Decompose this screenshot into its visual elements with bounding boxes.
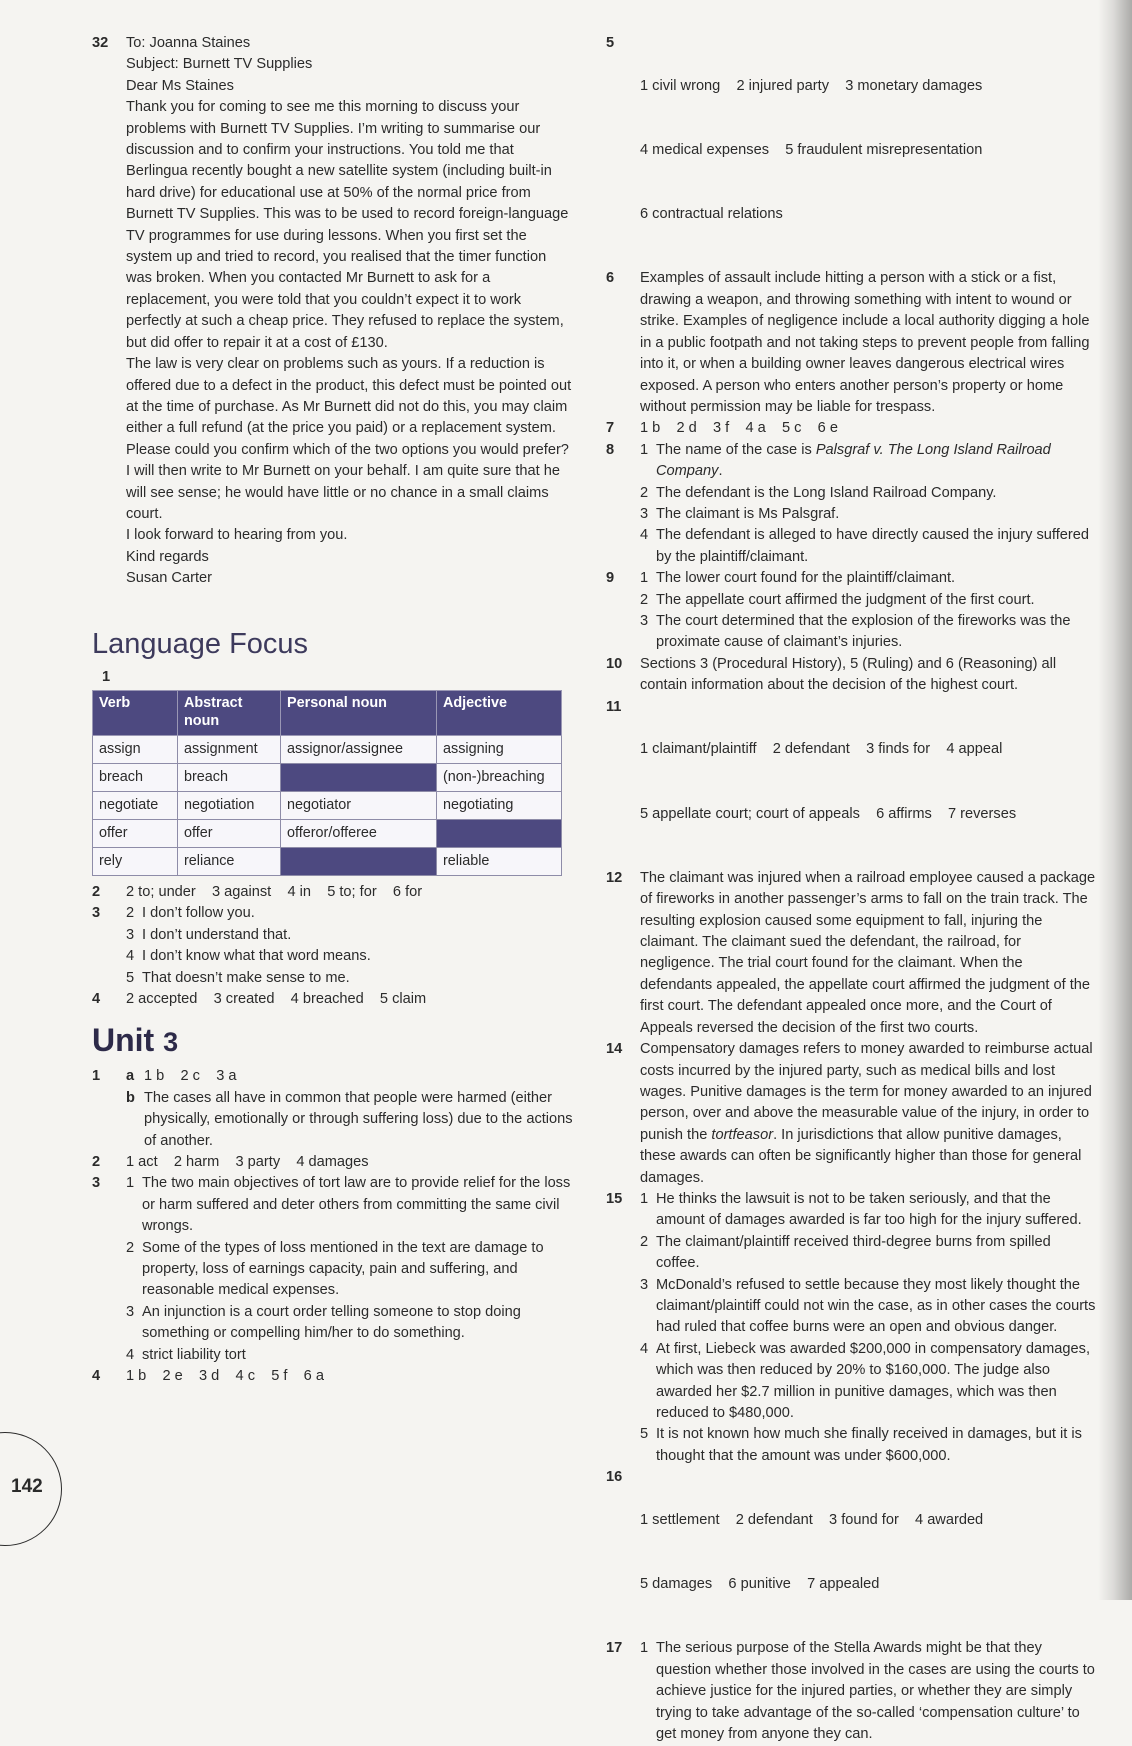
answer-line: 2 accepted 3 created 4 breached 5 claim	[126, 991, 427, 1007]
exercise-10	[606, 654, 1098, 697]
table-cell-blank	[437, 819, 562, 847]
page-edge-shadow	[1098, 0, 1132, 1600]
answer-item: 5 It is not known how much she finally received in damages, but it is thought that the amount was under $600,000.	[640, 1426, 1082, 1464]
email-paragraph: The law is very clear on problems such as yours. If a reduction is offered due to a defect in the product, this defect must be pointed out at the time of purchase. As Mr Burnett did not do this, you may claim either a full refund (at the price you paid) or a replacement system.	[126, 356, 572, 437]
table-row	[93, 819, 562, 847]
answer-item: 2 Some of the types of loss mentioned in the text are damage to property, loss of earnings capacity, pain and suffering, and reasonable medical expenses.	[126, 1239, 544, 1299]
answer-part-a: a 1 b 2 c 3 a	[126, 1068, 237, 1085]
table-row	[93, 791, 562, 819]
email-paragraph: Please could you confirm which of the two options you would prefer? I will then write to Mr Burnett on your behalf. I am quite sure that he will see sense; he would have little or no chance in a small claims court.	[126, 441, 569, 522]
table-header-cell: Verb	[93, 690, 178, 735]
exercise-number: 9	[606, 570, 615, 587]
answer-part-b: b The cases all have in common that people were harmed (either physically, emotionally or through suffering loss) due to the actions of another.	[126, 1089, 573, 1149]
exercise-number: 4	[92, 1368, 101, 1385]
table-cell: reliance	[178, 847, 281, 875]
answer-item: 3 I don’t understand that.	[126, 926, 292, 943]
table-cell: reliable	[437, 847, 562, 875]
exercise-number: 10	[606, 655, 623, 672]
email-answer	[126, 33, 574, 590]
answer-line: 1 act 2 harm 3 party 4 damages	[126, 1154, 369, 1171]
exercise-number: 8	[606, 441, 615, 458]
right-column	[606, 33, 1098, 1746]
table-cell: breach	[93, 763, 178, 791]
table-cell-blank	[281, 763, 437, 791]
exercise-32	[92, 33, 574, 590]
unit3-exercise-1	[92, 1066, 574, 1152]
table-cell: offer	[178, 819, 281, 847]
table-cell: assigning	[437, 735, 562, 763]
answer-item: 1 The two main objectives of tort law are to provide relief for the loss or harm suffered and deter others from committing the same civil wrongs.	[126, 1175, 571, 1235]
answer-line: 1 settlement 2 defendant 3 found for 4 awarded	[640, 1512, 984, 1529]
word-forms-table	[92, 690, 562, 876]
answer-paragraph: Sections 3 (Procedural History), 5 (Ruling) and 6 (Reasoning) all contain information about the decision of the highest court.	[640, 655, 1057, 694]
answer-item: 3 The court determined that the explosion of the fireworks was the proximate cause of claimant’s injuries.	[640, 612, 1071, 651]
answer-line: 4 medical expenses 5 fraudulent misrepresentation	[640, 142, 983, 159]
exercise-number: 3	[92, 905, 101, 922]
answer-line: 1 b 2 d 3 f 4 a 5 c 6 e	[640, 420, 838, 437]
answer-item: 4 I don’t know what that word means.	[126, 948, 371, 965]
lf-exercise-2	[92, 882, 574, 903]
answer-line: 1 b 2 e 3 d 4 c 5 f 6 a	[126, 1368, 324, 1385]
table-cell-blank	[281, 847, 437, 875]
table-row	[93, 763, 562, 791]
exercise-number: 11	[606, 698, 622, 715]
answer-item: 2 The appellate court affirmed the judgment of the first court.	[640, 591, 1035, 608]
unit-heading	[92, 1020, 574, 1062]
exercise-14	[606, 1039, 1098, 1189]
unit3-exercise-3	[92, 1173, 574, 1366]
table-cell: rely	[93, 847, 178, 875]
answer-item: 2 I don’t follow you.	[126, 905, 255, 922]
exercise-number: 2	[92, 883, 101, 900]
email-signature: Susan Carter	[126, 570, 212, 587]
exercise-number: 2	[92, 1154, 101, 1171]
exercise-number: 7	[606, 420, 615, 437]
exercise-number: 3	[92, 1175, 101, 1192]
email-greeting: Dear Ms Staines	[126, 77, 234, 94]
unit3-exercise-4	[92, 1366, 574, 1387]
table-cell: offer	[93, 819, 178, 847]
answer-item: 2 The claimant/plaintiff received third-degree burns from spilled coffee.	[640, 1233, 1051, 1272]
answer-item: 4 At first, Liebeck was awarded $200,000 in compensatory damages, which was then reduced by 20% to $160,000. The judge also awarded her $2.7 million in punitive damages, which was then reduced to $480,000.	[640, 1340, 1091, 1421]
answer-line: 2 to; under 3 against 4 in 5 to; for 6 for	[126, 883, 423, 900]
unit-number: 3	[163, 1027, 179, 1058]
answer-item: 3 An injunction is a court order telling someone to stop doing something or compelling him/her to do something.	[126, 1303, 521, 1342]
answer-paragraph: Compensatory damages refers to money awarded to reimburse actual costs incurred by the injured party, such as medical bills and lost wages. Punitive damages is the term for money awarded to an injured person, over and above the measurable value of the injury, in order to punish the tortfeasor. In jurisdictions that allow punitive damages, these awards can often be significantly higher than those for general damages.	[640, 1041, 1093, 1186]
left-column	[92, 33, 574, 1388]
exercise-number: 15	[606, 1190, 623, 1207]
answer-paragraph: Examples of assault include hitting a person with a stick or a fist, drawing a weapon, and throwing something with intent to wound or strike. Examples of negligence include a local authority digging a hole in a public footpath and not taking steps to prevent people from falling into it, or when a building owner leaves dangerous electrical wires exposed. A person who enters another person’s property or home without permission may be liable for trespass.	[640, 270, 1090, 415]
exercise-6	[606, 268, 1098, 418]
exercise-15	[606, 1189, 1098, 1467]
answer-line: 1 claimant/plaintiff 2 defendant 3 finds for 4 appeal	[640, 741, 1003, 758]
table-header-cell: Adjective	[437, 690, 562, 735]
page-number: 142	[11, 1476, 43, 1497]
exercise-9	[606, 568, 1098, 654]
exercise-number: 1	[102, 668, 111, 685]
term-tortfeasor: tortfeasor	[711, 1126, 774, 1143]
table-header-cell: Personal noun	[281, 690, 437, 735]
table-cell: assignment	[178, 735, 281, 763]
table-cell: negotiator	[281, 791, 437, 819]
exercise-17	[606, 1638, 1098, 1745]
answer-line: 1 civil wrong 2 injured party 3 monetary damages	[640, 77, 983, 94]
table-cell: offeror/offeree	[281, 819, 437, 847]
answer-item: 5 That doesn’t make sense to me.	[126, 969, 350, 986]
unit-word: Unit	[92, 1022, 155, 1059]
exercise-number: 5	[606, 35, 615, 51]
exercise-11	[606, 697, 1098, 868]
table-cell: negotiating	[437, 791, 562, 819]
email-paragraph: Thank you for coming to see me this morning to discuss your problems with Burnett TV Supplies. I’m writing to summarise our discussion and to confirm your instructions. You told me that Berlingua recently bought a new satellite system (including built-in hard drive) for educational use at 50% of the normal price from Burnett TV Supplies. This was to be used to record foreign-language TV programmes for use during lessons. When you first set the system up and tried to record, you realised that the timer function was broken. When you contacted Mr Burnett to ask for a replacement, you were told that you couldn’t expect it to work perfectly at such a cheap price. They refused to replace the system, but did offer to repair it at a cost of £130.	[126, 99, 569, 351]
table-header-cell: Abstract noun	[178, 690, 281, 735]
exercise-number: 32	[92, 35, 109, 51]
answer-item: 2 The defendant is the Long Island Railroad Company.	[640, 484, 997, 501]
language-focus-heading: Language Focus	[92, 627, 309, 660]
answer-line: 5 appellate court; court of appeals 6 affirms 7 reverses	[640, 805, 1017, 822]
email-subject: Subject: Burnett TV Supplies	[126, 56, 313, 73]
exercise-7	[606, 418, 1098, 439]
table-row	[93, 735, 562, 763]
exercise-number: 1	[92, 1068, 101, 1085]
email-to: To: Joanna Staines	[126, 35, 251, 51]
answer-item: 3 McDonald’s refused to settle because they most likely thought the claimant/plaintiff could not win the case, as in other cases the courts had ruled that coffee burns were an open and obvious danger.	[640, 1276, 1096, 1336]
email-closing: I look forward to hearing from you.	[126, 527, 348, 544]
case-name: Palsgraf v. The Long Island Railroad Company	[656, 441, 1051, 480]
exercise-5	[606, 33, 1098, 268]
table-header-row	[93, 690, 562, 735]
exercise-number: 16	[606, 1469, 623, 1486]
answer-item: 4 strict liability tort	[126, 1346, 246, 1363]
exercise-number: 17	[606, 1640, 623, 1657]
exercise-number: 14	[606, 1041, 623, 1058]
lf-exercise-4	[92, 989, 574, 1010]
answer-item: 1 He thinks the lawsuit is not to be taken seriously, and that the amount of damages awarded is far too high for the injury suffered.	[640, 1190, 1082, 1229]
answer-item: 3 The claimant is Ms Palsgraf.	[640, 505, 840, 522]
lf-exercise-3	[92, 903, 574, 989]
answer-item: 1 The serious purpose of the Stella Awards might be that they question whether those involved in the cases are using the courts to achieve justice for the injured parties, or whether they are simply trying to take advantage of the so-called ‘compensation culture’ to get money from anyone they can.	[640, 1640, 1095, 1743]
answer-item: 1 The lower court found for the plaintiff/claimant.	[640, 570, 956, 587]
table-cell: assignor/assignee	[281, 735, 437, 763]
unit3-exercise-2	[92, 1152, 574, 1173]
answer-item: 4 The defendant is alleged to have directly caused the injury suffered by the plaintiff/claimant.	[640, 527, 1089, 565]
exercise-number: 12	[606, 869, 623, 886]
answer-line: 5 damages 6 punitive 7 appealed	[640, 1576, 880, 1593]
table-cell: assign	[93, 735, 178, 763]
exercise-number: 4	[92, 991, 101, 1007]
table-cell: negotiation	[178, 791, 281, 819]
email-signoff: Kind regards	[126, 548, 209, 565]
table-cell: negotiate	[93, 791, 178, 819]
table-cell: breach	[178, 763, 281, 791]
table-row	[93, 847, 562, 875]
answer-item: 1 The name of the case is Palsgraf v. The Long Island Railroad Company.	[640, 441, 1051, 480]
exercise-12	[606, 868, 1098, 1039]
exercise-number: 6	[606, 270, 615, 287]
answer-line: 6 contractual relations	[640, 206, 783, 223]
table-cell: (non-)breaching	[437, 763, 562, 791]
exercise-16	[606, 1467, 1098, 1638]
answer-paragraph: The claimant was injured when a railroad employee caused a package of fireworks in another passenger’s arms to fall on the train track. The resulting explosion caused some equipment to fall, injuring the claimant. The claimant sued the defendant, the railroad, for negligence. The trial court found for the claimant. When the defendants appealed, the appellate court affirmed the judgment of the first court. The defendant appealed once more, and the Court of Appeals reversed the decision of the first two courts.	[640, 869, 1096, 1036]
exercise-8	[606, 440, 1098, 568]
